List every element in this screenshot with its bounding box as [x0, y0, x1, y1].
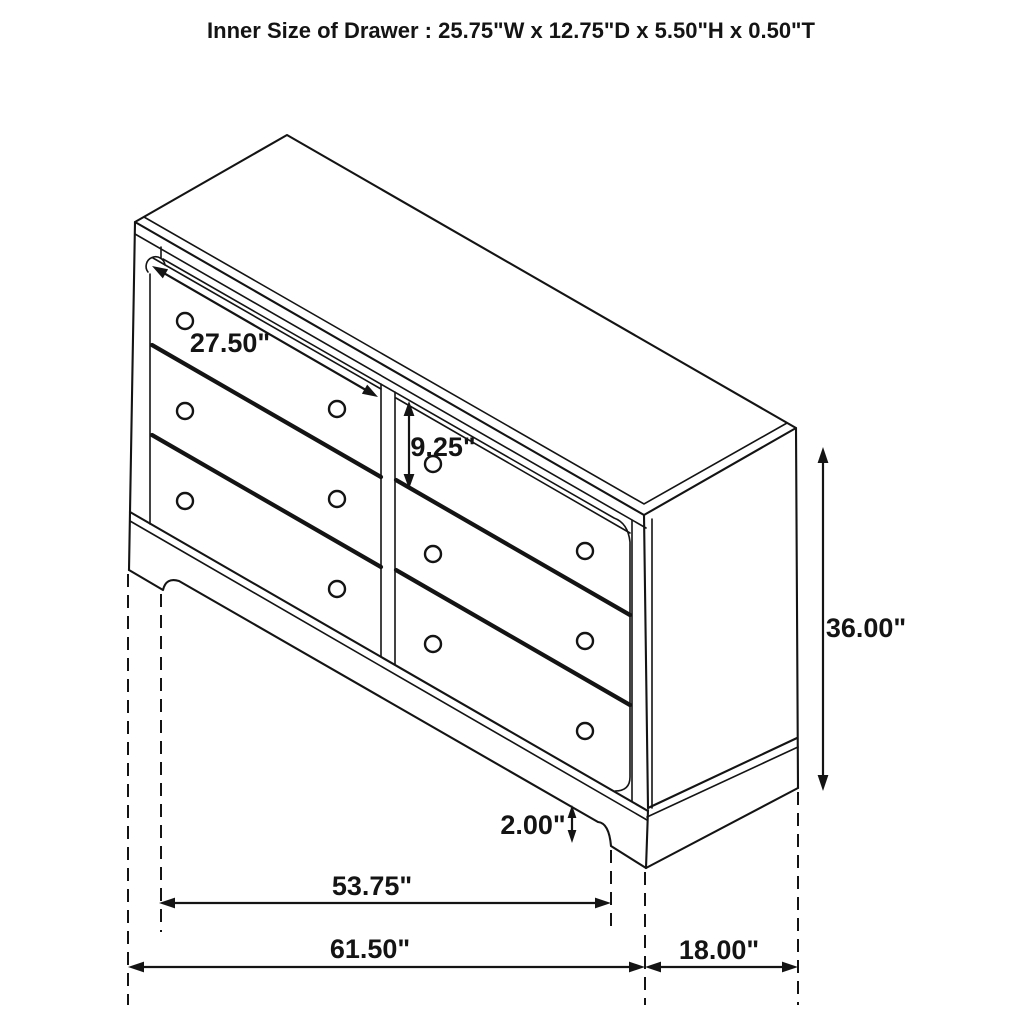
base-front-scalloped-edge — [129, 570, 646, 868]
dim-overall-height — [818, 447, 907, 791]
drawer-knob — [577, 633, 593, 649]
base-height-label: 2.00" — [500, 810, 566, 840]
drawer-knob — [177, 313, 193, 329]
top-drawer-height-label: 9.25" — [410, 432, 476, 462]
drawer-knob — [329, 581, 345, 597]
base-side-top-edge — [647, 747, 798, 817]
drawer-knob — [329, 401, 345, 417]
drawer-knob — [425, 636, 441, 652]
arrowhead — [128, 962, 144, 973]
overall-height-label: 36.00" — [825, 613, 907, 643]
side-rear-edge — [796, 428, 798, 788]
base-side-bottom-edge — [646, 788, 798, 868]
foot-span-label: 53.75" — [331, 871, 413, 901]
diagram-title: Inner Size of Drawer : 25.75"W x 12.75"D x 5.50"H x 0.50"T — [207, 18, 815, 43]
body-bottom-line — [130, 512, 648, 811]
front-right-edge — [644, 515, 648, 808]
drawer-knob — [577, 543, 593, 559]
drawer-knob — [425, 546, 441, 562]
dim-foot-span — [159, 871, 611, 908]
drawer-knob — [177, 493, 193, 509]
arrowhead — [782, 962, 798, 973]
arrowhead — [152, 266, 168, 278]
drawer-knob — [577, 723, 593, 739]
overall-width-label: 61.50" — [329, 934, 411, 964]
drawer-knob — [177, 403, 193, 419]
arrowhead — [595, 898, 611, 909]
arrowhead — [568, 830, 577, 843]
dresser-drawing — [128, 135, 798, 1005]
drawer-width-label: 27.50" — [189, 328, 271, 358]
dresser-base — [129, 570, 798, 868]
arrowhead — [818, 447, 829, 463]
dim-overall-width — [128, 934, 645, 972]
arrowhead — [818, 775, 829, 791]
dim-overall-depth — [645, 935, 798, 972]
front-left-edge — [129, 222, 135, 570]
dim-base-height — [500, 805, 576, 843]
dim-top-drawer-height — [404, 401, 476, 489]
drawer-knob — [329, 491, 345, 507]
arrowhead — [568, 805, 577, 818]
overall-depth-label: 18.00" — [678, 935, 760, 965]
arrowhead — [645, 962, 661, 973]
side-bottom-edge — [648, 738, 797, 808]
arrowhead — [629, 962, 645, 973]
